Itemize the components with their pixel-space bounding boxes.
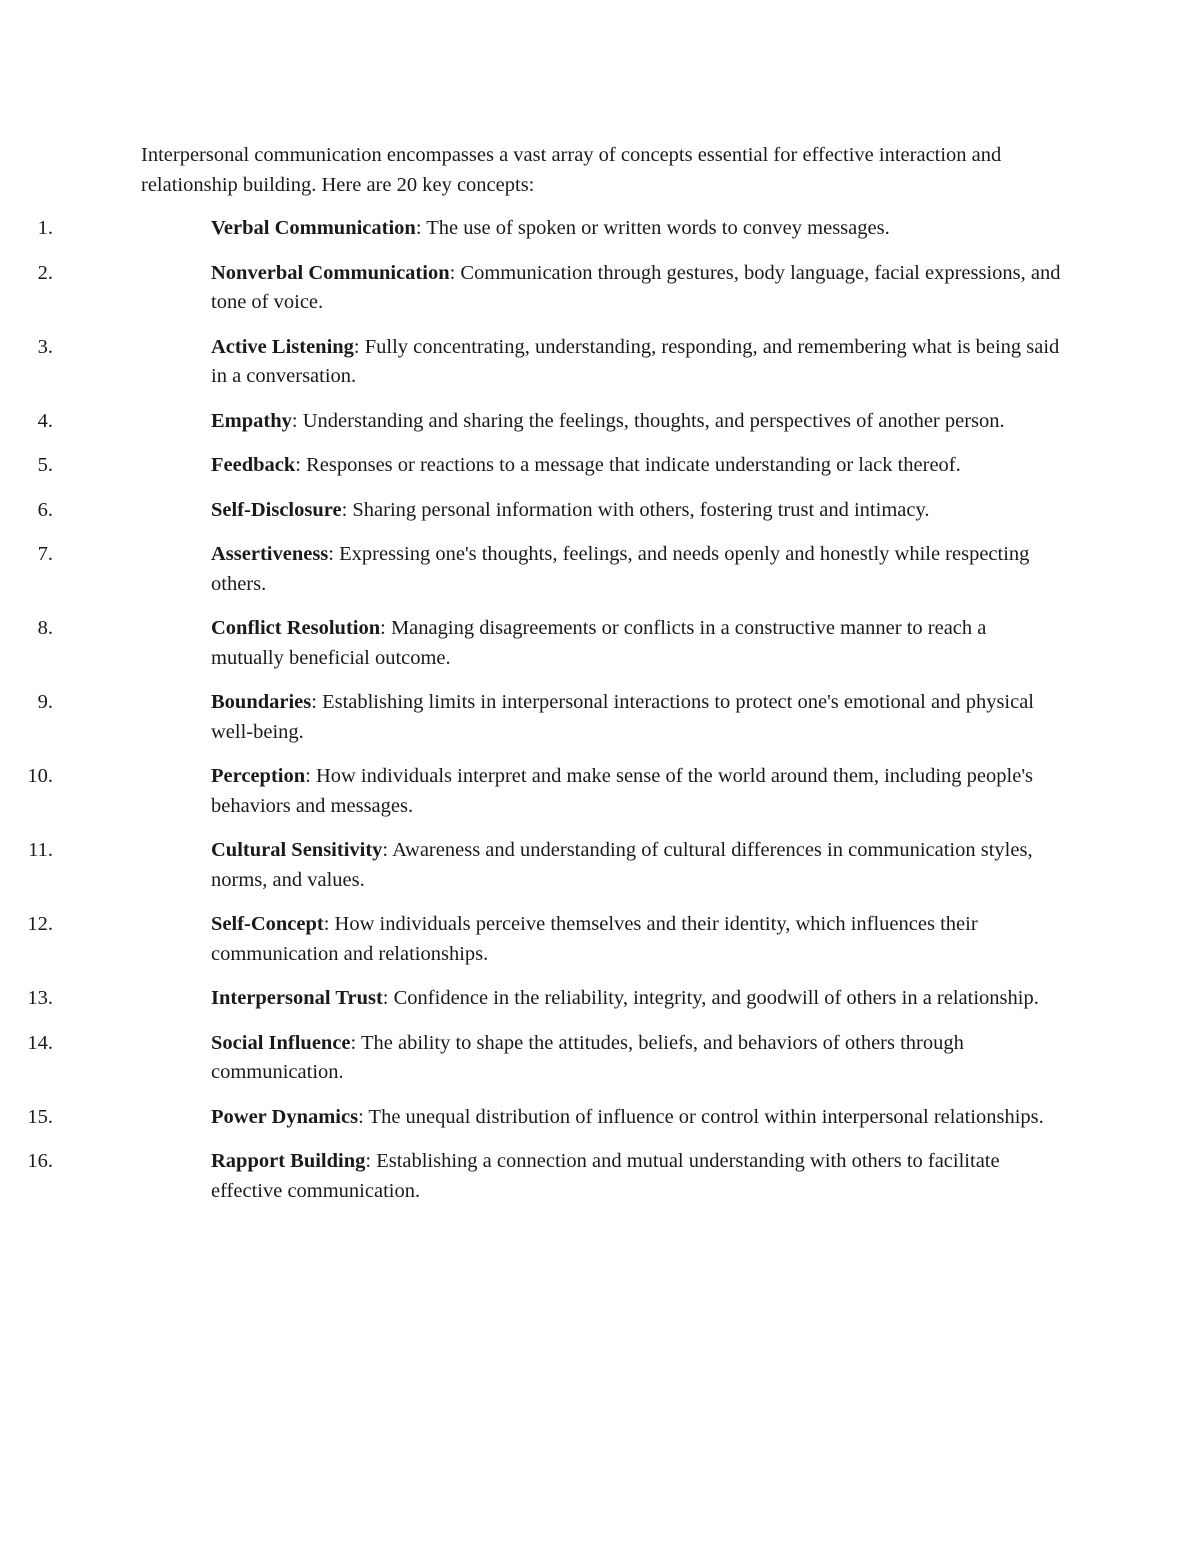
concept-description: : Confidence in the reliability, integrity, and goodwill of others in a relationship. [382, 987, 1039, 1009]
concept-description: : Expressing one's thoughts, feelings, and needs openly and honestly while respecting others. [211, 543, 1030, 595]
item-number: 13. [27, 987, 53, 1009]
item-number: 3. [37, 335, 53, 358]
item-number: 16. [27, 1150, 53, 1172]
item-number: 5. [37, 454, 53, 476]
concept-description: : Establishing a connection and mutual understanding with others to facilitate effective communication. [211, 1150, 1000, 1202]
item-number: 1. [37, 217, 53, 239]
concept-term: Social Influence [211, 1031, 351, 1054]
concept-description: : Managing disagreements or conflicts in a constructive manner to reach a mutually beneficial outcome. [211, 617, 987, 669]
list-item [0, 614, 1061, 673]
item-number: 8. [37, 617, 53, 639]
concept-term: Assertiveness [211, 543, 329, 565]
item-number: 7. [37, 543, 53, 565]
concept-list [0, 214, 1200, 1221]
item-number: 12. [27, 913, 53, 935]
intro-paragraph: Interpersonal communication encompasses a vast array of concepts essential for effective interaction and relationship building. Here are 20 key concepts: [141, 144, 1002, 196]
concept-term: Self-Disclosure [211, 498, 342, 521]
concept-term: Cultural Sensitivity [211, 839, 383, 861]
concept-term: Self-Concept [211, 913, 324, 935]
concept-term: Boundaries [211, 691, 312, 713]
concept-description: : Communication through gestures, body language, facial expressions, and tone of voice. [211, 261, 1061, 313]
list-item [0, 1029, 1061, 1088]
list-item [0, 836, 1061, 895]
concept-description: : The ability to shape the attitudes, beliefs, and behaviors of others through communication. [211, 1031, 964, 1083]
list-item [0, 496, 1061, 526]
list-item [0, 762, 1061, 821]
concept-description: : Understanding and sharing the feelings, thoughts, and perspectives of another person. [291, 409, 1005, 432]
concept-term: Power Dynamics [211, 1105, 359, 1128]
concept-description: : Responses or reactions to a message that indicate understanding or lack thereof. [295, 454, 961, 476]
concept-term: Perception [211, 765, 306, 787]
list-item [0, 1103, 1061, 1133]
concept-term: Rapport Building [211, 1150, 366, 1172]
list-item [0, 407, 1061, 437]
list-item [0, 333, 1061, 392]
concept-term: Nonverbal Communication [211, 261, 450, 284]
list-item [0, 214, 1061, 244]
list-item [0, 688, 1061, 747]
concept-description: : How individuals interpret and make sense of the world around them, including people's behaviors and messages. [211, 765, 1033, 817]
item-number: 9. [37, 691, 53, 713]
list-item [0, 259, 1061, 318]
list-item [0, 451, 1061, 481]
item-number: 2. [37, 261, 53, 284]
concept-description: : Establishing limits in interpersonal interactions to protect one's emotional and physical well-being. [211, 691, 1035, 743]
list-item [0, 540, 1061, 599]
concept-description: : How individuals perceive themselves and their identity, which influences their communication and relationships. [211, 913, 978, 965]
concept-term: Verbal Communication [211, 217, 416, 239]
list-item [0, 984, 1061, 1014]
concept-description: : Fully concentrating, understanding, responding, and remembering what is being said in a conversation. [211, 335, 1060, 387]
concept-term: Interpersonal Trust [211, 987, 383, 1009]
concept-description: : The unequal distribution of influence or control within interpersonal relationships. [358, 1105, 1044, 1128]
item-number: 10. [27, 765, 53, 787]
item-number: 14. [27, 1031, 53, 1054]
concept-term: Feedback [211, 454, 296, 476]
item-number: 6. [37, 498, 53, 521]
concept-description: : Sharing personal information with others, fostering trust and intimacy. [341, 498, 930, 521]
concept-term: Active Listening [211, 335, 354, 358]
concept-term: Conflict Resolution [211, 617, 381, 639]
concept-term: Empathy [211, 409, 292, 432]
item-number: 15. [27, 1105, 53, 1128]
concept-description: : Awareness and understanding of cultural differences in communication styles, norms, and values. [211, 839, 1033, 891]
item-number: 11. [28, 839, 53, 861]
concept-description: : The use of spoken or written words to convey messages. [415, 217, 890, 239]
list-item [0, 910, 1061, 969]
item-number: 4. [37, 409, 53, 432]
list-item [0, 1147, 1061, 1206]
